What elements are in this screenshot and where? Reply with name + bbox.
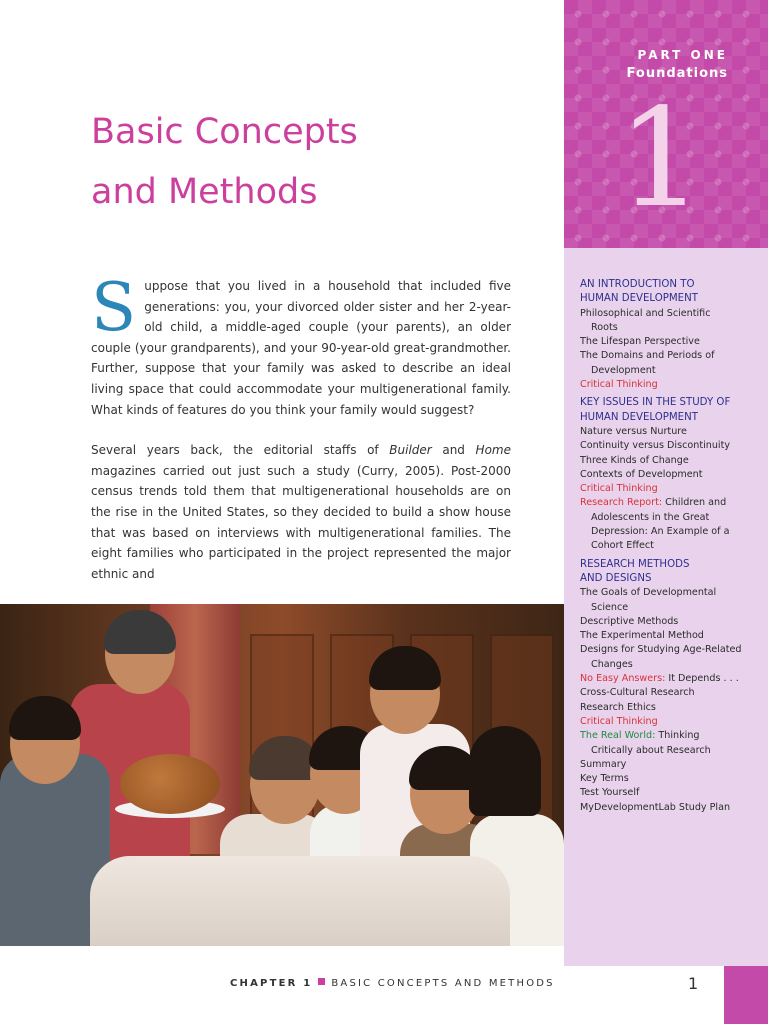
- outline-item: KEY ISSUES IN THE STUDY OF: [580, 397, 731, 409]
- outline-item: Descriptive Methods: [580, 615, 679, 627]
- outline-item: Critically about Research: [591, 744, 711, 756]
- paragraph-2-text-a: Several years back, the editorial staffs of: [91, 443, 390, 458]
- outline-item: The Experimental Method: [580, 630, 704, 642]
- outline-item: AND DESIGNS: [580, 572, 652, 584]
- chapter-title-line1: Basic Concepts: [91, 112, 358, 152]
- outline-feature-label: The Real World:: [580, 730, 656, 742]
- paragraph-2-text-b: and: [431, 443, 476, 458]
- page-footer: [0, 966, 768, 1024]
- running-footer: [230, 978, 555, 989]
- drop-cap: S: [91, 269, 137, 346]
- outline-item: Critical Thinking: [580, 483, 658, 495]
- outline-item: Adolescents in the Great: [591, 511, 710, 523]
- outline-item: Test Yourself: [580, 787, 640, 799]
- dining-table: [90, 856, 510, 946]
- outline-item: Roots: [591, 321, 618, 333]
- chapter-outline: [564, 248, 768, 966]
- outline-item: Critical Thinking: [580, 715, 658, 727]
- outline-item: Cross-Cultural Research: [580, 687, 695, 699]
- outline-item: Depression: An Example of a: [591, 526, 730, 538]
- family-dinner-photo: [0, 604, 564, 946]
- outline-item: Nature versus Nurture: [580, 425, 687, 437]
- outline-item: The Domains and Periods of: [580, 350, 715, 362]
- outline-item: Cohort Effect: [591, 540, 654, 552]
- outline-item: RESEARCH METHODS: [580, 558, 690, 570]
- page-number: 1: [688, 974, 699, 993]
- outline-item: AN INTRODUCTION TO: [580, 279, 695, 290]
- outline-item: Designs for Studying Age-Related: [580, 644, 742, 656]
- outline-item: Continuity versus Discontinuity: [580, 440, 731, 452]
- outline-item: Changes: [591, 658, 633, 670]
- part-label: PART ONE: [637, 48, 728, 62]
- outline-item: Philosophical and Scientific: [580, 307, 711, 319]
- turkey: [120, 754, 220, 814]
- page-tab: [724, 966, 768, 1024]
- outline-item: Three Kinds of Change: [580, 454, 689, 466]
- part-title: Foundations: [626, 66, 728, 81]
- outline-feature-label: Research Report:: [580, 497, 663, 509]
- person-hair: [469, 726, 541, 816]
- outline-item-text: It Depends . . .: [665, 673, 739, 685]
- paragraph-2: [91, 440, 511, 584]
- body-text: [91, 269, 511, 604]
- outline-item: Contexts of Development: [580, 468, 703, 480]
- chapter-number: 1: [617, 80, 704, 238]
- outline-item: Science: [591, 601, 629, 613]
- outline-feature-label: No Easy Answers:: [580, 673, 666, 685]
- chapter-title: [91, 102, 551, 222]
- outline-item: Development: [591, 364, 656, 376]
- outline-item: [580, 496, 764, 510]
- outline-item: HUMAN DEVELOPMENT: [580, 411, 698, 423]
- person-hair: [9, 696, 81, 740]
- outline-item: [580, 729, 764, 743]
- outline-item: The Goals of Developmental: [580, 587, 717, 599]
- paragraph-1-text: uppose that you lived in a household that included five generations: you, your divorced older sister and her 2-year-old child, a middle-aged couple (your parents), an older couple (your grandparents), and your 90-year-old great-grandmother. Further, suppose that your family was asked to describe an ideal living space that could accommodate your multigenerational family. What kinds of features do you think your family would suggest?: [91, 279, 511, 417]
- outline-item-text: Thinking: [655, 730, 700, 742]
- part-banner: [564, 0, 768, 248]
- paragraph-2-text-c: magazines carried out just such a study (Curry, 2005). Post-2000 census trends told them that multigenerational households are on the rise in the United States, so they decided to build a show house that was based on interviews with multigenerational families. The eight families who participated in the project represented the major ethnic and: [91, 463, 511, 581]
- footer-chapter: CHAPTER 1: [230, 978, 313, 989]
- chapter-outline-list: [580, 278, 764, 815]
- outline-item: Key Terms: [580, 773, 629, 785]
- outline-item: HUMAN DEVELOPMENT: [580, 293, 698, 305]
- outline-item: MyDevelopmentLab Study Plan: [580, 801, 731, 813]
- outline-item: Critical Thinking: [580, 379, 658, 391]
- outline-item: Summary: [580, 758, 627, 770]
- footer-chapter-title: BASIC CONCEPTS AND METHODS: [331, 978, 555, 989]
- chapter-title-line2: and Methods: [91, 172, 318, 212]
- outline-item: The Lifespan Perspective: [580, 336, 700, 348]
- outline-item: Research Ethics: [580, 701, 656, 713]
- paragraph-1: [91, 269, 511, 420]
- magazine-name-builder: Builder: [389, 443, 432, 458]
- magazine-name-home: Home: [475, 443, 511, 458]
- outline-item-text: Children and: [662, 497, 727, 509]
- outline-item: [580, 672, 764, 686]
- footer-square-icon: [318, 978, 325, 985]
